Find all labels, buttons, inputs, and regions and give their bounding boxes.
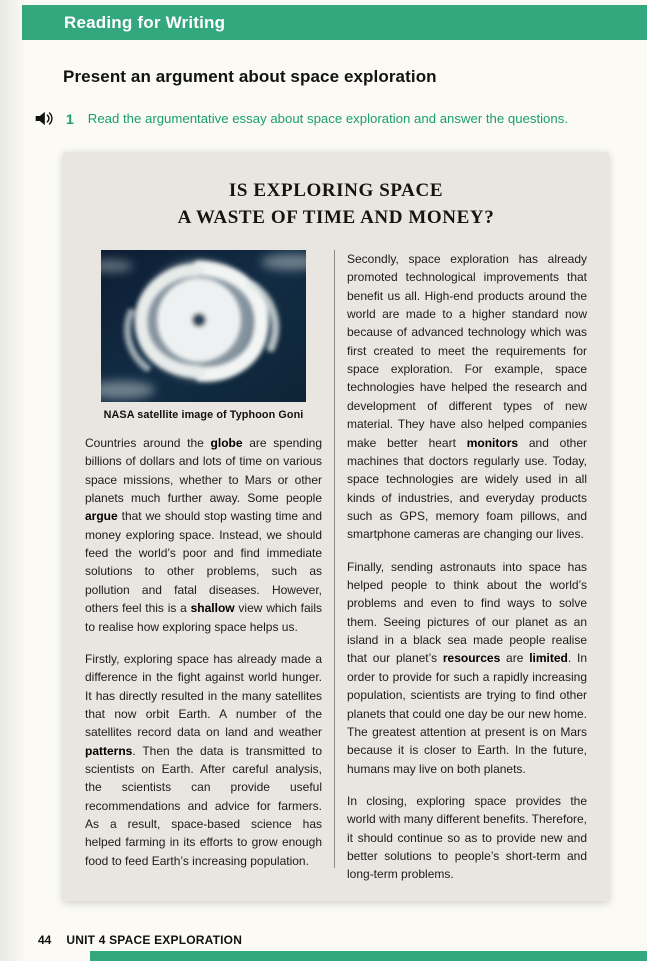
activity-instruction-row [34, 110, 568, 127]
column-divider [334, 250, 335, 868]
essay-paragraph: Finally, sending astronauts into space has helped people to think about the world’s problems and even to find ways to solve them. Seeing pictures of our planet as an island in a black sea made people realise that our planet’s resources are limited. In order to provide for such a rapidly increasing population, scientists are trying to find other planets that could one day be our new home. The greatest attention at present is on Mars because it is closer to Earth. In the future, humans may live on both planets. [347, 559, 587, 776]
right-column-paragraphs [347, 250, 587, 884]
essay-title-line-1: IS EXPLORING SPACE [228, 180, 444, 201]
essay-panel [63, 152, 609, 901]
image-caption: NASA satellite image of Typhoon Goni [103, 408, 304, 421]
typhoon-image-graphic [101, 250, 306, 402]
essay-paragraph: Secondly, space exploration has already promoted technological improvements that benefit us all. High-end products around the world are made to a higher standard now because of advanced technology which was first created to meet the requirements for space exploration. For example, space technologies have helped the research and development of different types of new material. They have also helped companies make better heart monitors and other machines that doctors regularly use. Today, space technologies are widely used in all kinds of industries, and everyday products such as GPS, memory foam pillows, and smartphone cameras are changing our lives. [347, 251, 587, 542]
essay-paragraph: Firstly, exploring space has already made a difference in the fight against world hunger. It has directly resulted in the many satellites that now orbit Earth. A number of the satellites record data on land and weather patterns. Then the data is transmitted to scientists on Earth. After careful analysis, the scientists can provide useful recommendations and advice for farmers. As a result, space-based science has helped farming in its efforts to grow enough food to feed Earth’s increasing population. [85, 651, 322, 868]
section-header-title: Reading for Writing [64, 12, 226, 32]
typhoon-satellite-image [101, 250, 306, 421]
essay-paragraph: In closing, exploring space provides the world with many different benefits. Therefore, it should continue so as to provide new and better solutions to people’s short-term and long-term problems. [347, 794, 587, 882]
section-header-bar [22, 5, 647, 40]
essay-right-column [347, 248, 587, 884]
essay-title-line-2: A WASTE OF TIME AND MONEY? [177, 206, 495, 228]
page-number: 44 [38, 933, 52, 947]
essay-title [85, 178, 587, 232]
essay-paragraph: Countries around the globe are spending billions of dollars and lots of time on various space missions, whether to Mars or other planets much further away. Some people argue that we should stop wasting time and money exploring space. Instead, we should feed the world’s poor and find immediate solutions to other problems, such as pollution and fatal diseases. However, others feel this is a shallow view which fails to realise how exploring space helps us. [85, 435, 322, 634]
activity-number: 1 [66, 110, 74, 127]
unit-label: UNIT 4 SPACE EXPLORATION [66, 933, 243, 947]
essay-left-column [85, 248, 322, 884]
audio-speaker-icon [34, 110, 54, 127]
bottom-accent-strip [90, 951, 647, 961]
essay-columns [85, 248, 587, 884]
activity-instruction: Read the argumentative essay about space exploration and answer the questions. [87, 111, 568, 126]
page-footer [38, 933, 242, 947]
left-column-paragraphs [85, 434, 322, 870]
page-title: Present an argument about space exploration [63, 67, 437, 86]
